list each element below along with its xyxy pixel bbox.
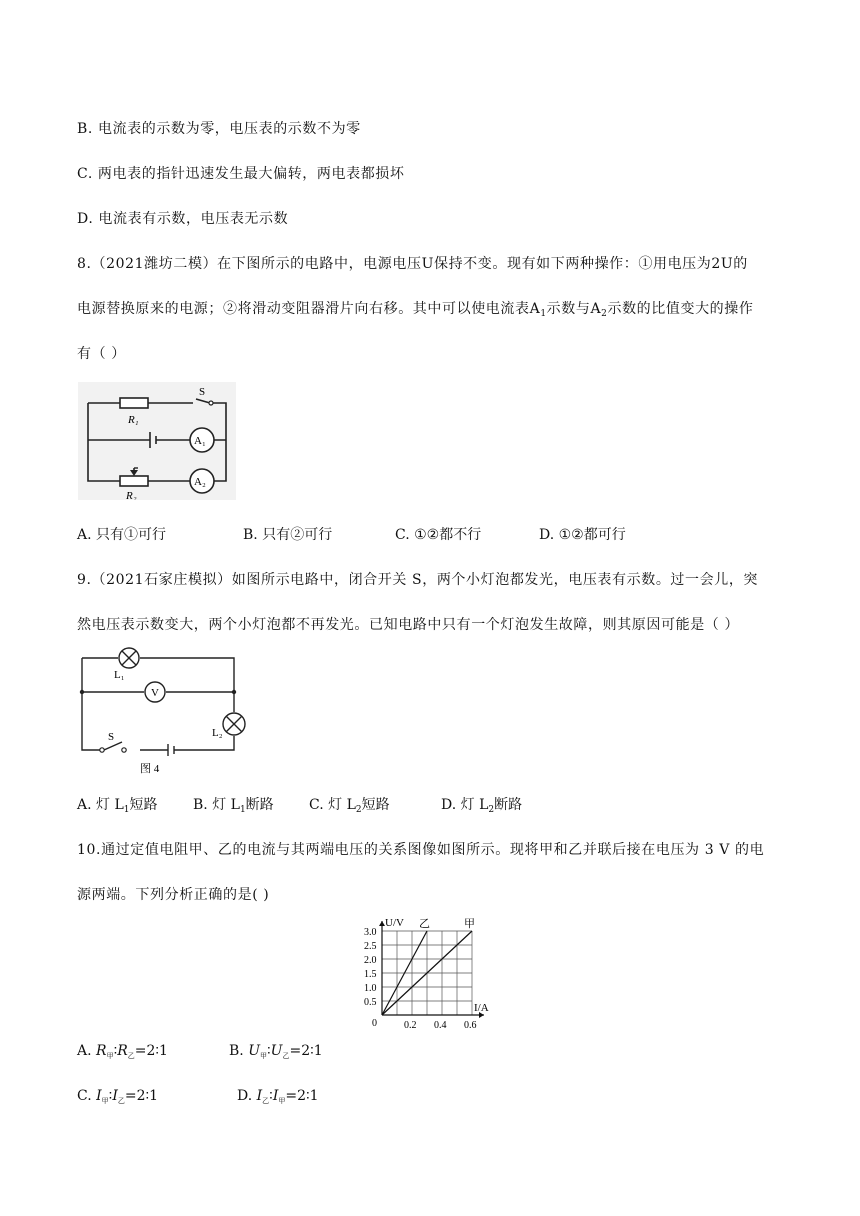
x-tick-label: 0.6 bbox=[464, 1020, 477, 1030]
q10-option-c-sub1: 甲 bbox=[101, 1097, 109, 1105]
q10-option-a-sub2: 乙 bbox=[127, 1052, 135, 1060]
q10-option-c: C. $I_甲∶I_乙=2∶1$ bbox=[77, 1088, 159, 1105]
q10-option-d-var2: I bbox=[272, 1088, 279, 1104]
q9-option-c-result: 短路 bbox=[361, 797, 390, 813]
q9-option-b-result: 断路 bbox=[245, 797, 274, 813]
q10-option-c-var1: I bbox=[96, 1088, 102, 1104]
q9-option-c-text: C. 灯 L bbox=[309, 797, 356, 813]
chart-x-axis-label: I/A bbox=[474, 1002, 489, 1014]
y-tick-label: 3.0 bbox=[364, 927, 377, 938]
q10-option-c-label: C. bbox=[77, 1088, 92, 1104]
q10-option-a-sub1: 甲 bbox=[106, 1052, 114, 1060]
chart-tick-labels bbox=[364, 917, 477, 1030]
q7-option-d: D. 电流表有示数，电压表无示数 bbox=[77, 211, 289, 227]
x-tick-label: 0.2 bbox=[404, 1020, 417, 1030]
q10-stem-line2: 源两端。下列分析正确的是( ) bbox=[77, 887, 270, 903]
q9-option-a bbox=[77, 794, 158, 815]
q10-option-b-sub1: 甲 bbox=[260, 1052, 268, 1060]
q9-option-b-sub: 1 bbox=[239, 805, 246, 815]
q9-option-d-text: D. 灯 L bbox=[441, 797, 489, 813]
q10-option-c-ratio: =2∶1 bbox=[124, 1088, 159, 1104]
q10-option-a: A. $R_甲∶R_乙=2∶1$ bbox=[77, 1043, 168, 1060]
q8-option-b: B. 只有②可行 bbox=[243, 527, 333, 543]
q10-option-d-sub2: 甲 bbox=[278, 1097, 286, 1105]
q9-option-c-sub: 2 bbox=[355, 805, 362, 815]
q8-option-a: A. 只有①可行 bbox=[77, 527, 167, 543]
q8-option-c: C. ①②都不行 bbox=[395, 527, 482, 543]
y-tick-label: 1.0 bbox=[364, 983, 377, 994]
q10-option-a-ratio: =2∶1 bbox=[134, 1043, 168, 1059]
q9-option-c bbox=[309, 794, 390, 815]
q8-label-a1: A₁ bbox=[194, 435, 206, 447]
q8-line2-part1: 电源替换原来的电源；②将滑动变阻器滑片向右移。其中可以使电流表A bbox=[77, 301, 541, 317]
series-name-label: 甲 bbox=[464, 918, 475, 930]
q9-option-a-sub: 1 bbox=[123, 805, 130, 815]
q8-label-a2: A₂ bbox=[194, 476, 206, 488]
chart-origin-label: 0 bbox=[372, 1018, 377, 1029]
q8-subscript-2: 2 bbox=[601, 309, 608, 319]
q9-option-d-result: 断路 bbox=[494, 797, 523, 813]
q7-option-b: B. 电流表的示数为零，电压表的示数不为零 bbox=[77, 121, 361, 137]
q9-label-s: S bbox=[108, 731, 115, 743]
y-tick-label: 0.5 bbox=[364, 997, 377, 1008]
q9-stem-line2: 然电压表示数变大，两个小灯泡都不再发光。已知电路中只有一个灯泡发生故障，则其原因可能是（ ） bbox=[77, 617, 740, 633]
q8-label-s: S bbox=[199, 386, 206, 398]
q9-label-l2: L₂ bbox=[212, 727, 223, 739]
q9-figure-caption: 图 4 bbox=[140, 763, 160, 775]
q9-option-a-result: 短路 bbox=[129, 797, 158, 813]
q7-option-c: C. 两电表的指针迅速发生最大偏转，两电表都损坏 bbox=[77, 166, 405, 182]
q8-line2-part2: 示数与A bbox=[546, 301, 602, 317]
q10-stem-line1: 10.通过定值电阻甲、乙的电流与其两端电压的关系图像如图所示。现将甲和乙并联后接在电压为 3 V 的电 bbox=[77, 842, 765, 858]
q10-option-b: B. $U_甲∶U_乙=2∶1$ bbox=[229, 1043, 323, 1060]
x-tick-label: 0.4 bbox=[434, 1020, 447, 1030]
chart-y-axis-label: U/V bbox=[385, 917, 404, 929]
y-tick-label: 2.5 bbox=[364, 941, 377, 952]
y-tick-label: 1.5 bbox=[364, 969, 377, 980]
series-name-label: 乙 bbox=[419, 918, 430, 930]
q8-label-r1: R₁ bbox=[128, 414, 139, 426]
q10-option-b-label: B. bbox=[229, 1043, 244, 1059]
q9-option-b-text: B. 灯 L bbox=[193, 797, 240, 813]
q9-option-d bbox=[441, 794, 522, 815]
q10-option-c-sub2: 乙 bbox=[117, 1097, 125, 1105]
q8-stem-line2 bbox=[77, 298, 753, 319]
q9-option-b bbox=[193, 794, 274, 815]
q9-label-v: V bbox=[151, 687, 159, 699]
q10-option-b-var1: U bbox=[248, 1043, 261, 1059]
q8-stem-line1: 8.（2021潍坊二模）在下图所示的电路中，电源电压U保持不变。现有如下两种操作：①用电压为2U的 bbox=[77, 256, 748, 272]
q10-option-d-ratio: =2∶1 bbox=[285, 1088, 319, 1104]
q9-circuit-diagram bbox=[78, 646, 246, 778]
q8-subscript-1: 1 bbox=[540, 309, 547, 319]
q10-option-a-var1: R bbox=[96, 1043, 107, 1059]
q10-option-b-ratio: =2∶1 bbox=[289, 1043, 323, 1059]
q8-circuit-diagram bbox=[78, 382, 236, 500]
q8-line2-part3: 示数的比值变大的操作 bbox=[607, 301, 754, 317]
q8-label-r2: R₂ bbox=[126, 490, 137, 500]
q10-option-a-var2: R bbox=[117, 1043, 128, 1059]
q10-option-b-var2: U bbox=[270, 1043, 283, 1059]
q10-option-d-label: D. bbox=[237, 1088, 253, 1104]
q10-option-d-sub1: 乙 bbox=[262, 1097, 270, 1105]
q8-stem-line3: 有（ ） bbox=[77, 346, 126, 362]
q9-option-a-text: A. 灯 L bbox=[77, 797, 124, 813]
y-tick-label: 2.0 bbox=[364, 955, 377, 966]
q10-ui-chart bbox=[352, 912, 502, 1030]
q9-option-d-sub: 2 bbox=[488, 805, 495, 815]
q9-label-l1: L₁ bbox=[114, 669, 125, 681]
q9-stem-line1: 9.（2021石家庄模拟）如图所示电路中，闭合开关 S，两个小灯泡都发光，电压表有示数。过一会儿，突 bbox=[77, 572, 759, 588]
q10-option-b-sub2: 乙 bbox=[282, 1052, 290, 1060]
q10-option-c-var2: I bbox=[112, 1088, 118, 1104]
q10-option-d-var1: I bbox=[256, 1088, 263, 1104]
q10-option-d: D. $I_乙∶I_甲=2∶1$ bbox=[237, 1088, 319, 1105]
q10-option-a-label: A. bbox=[77, 1043, 92, 1059]
q8-option-d: D. ①②都可行 bbox=[539, 527, 626, 543]
